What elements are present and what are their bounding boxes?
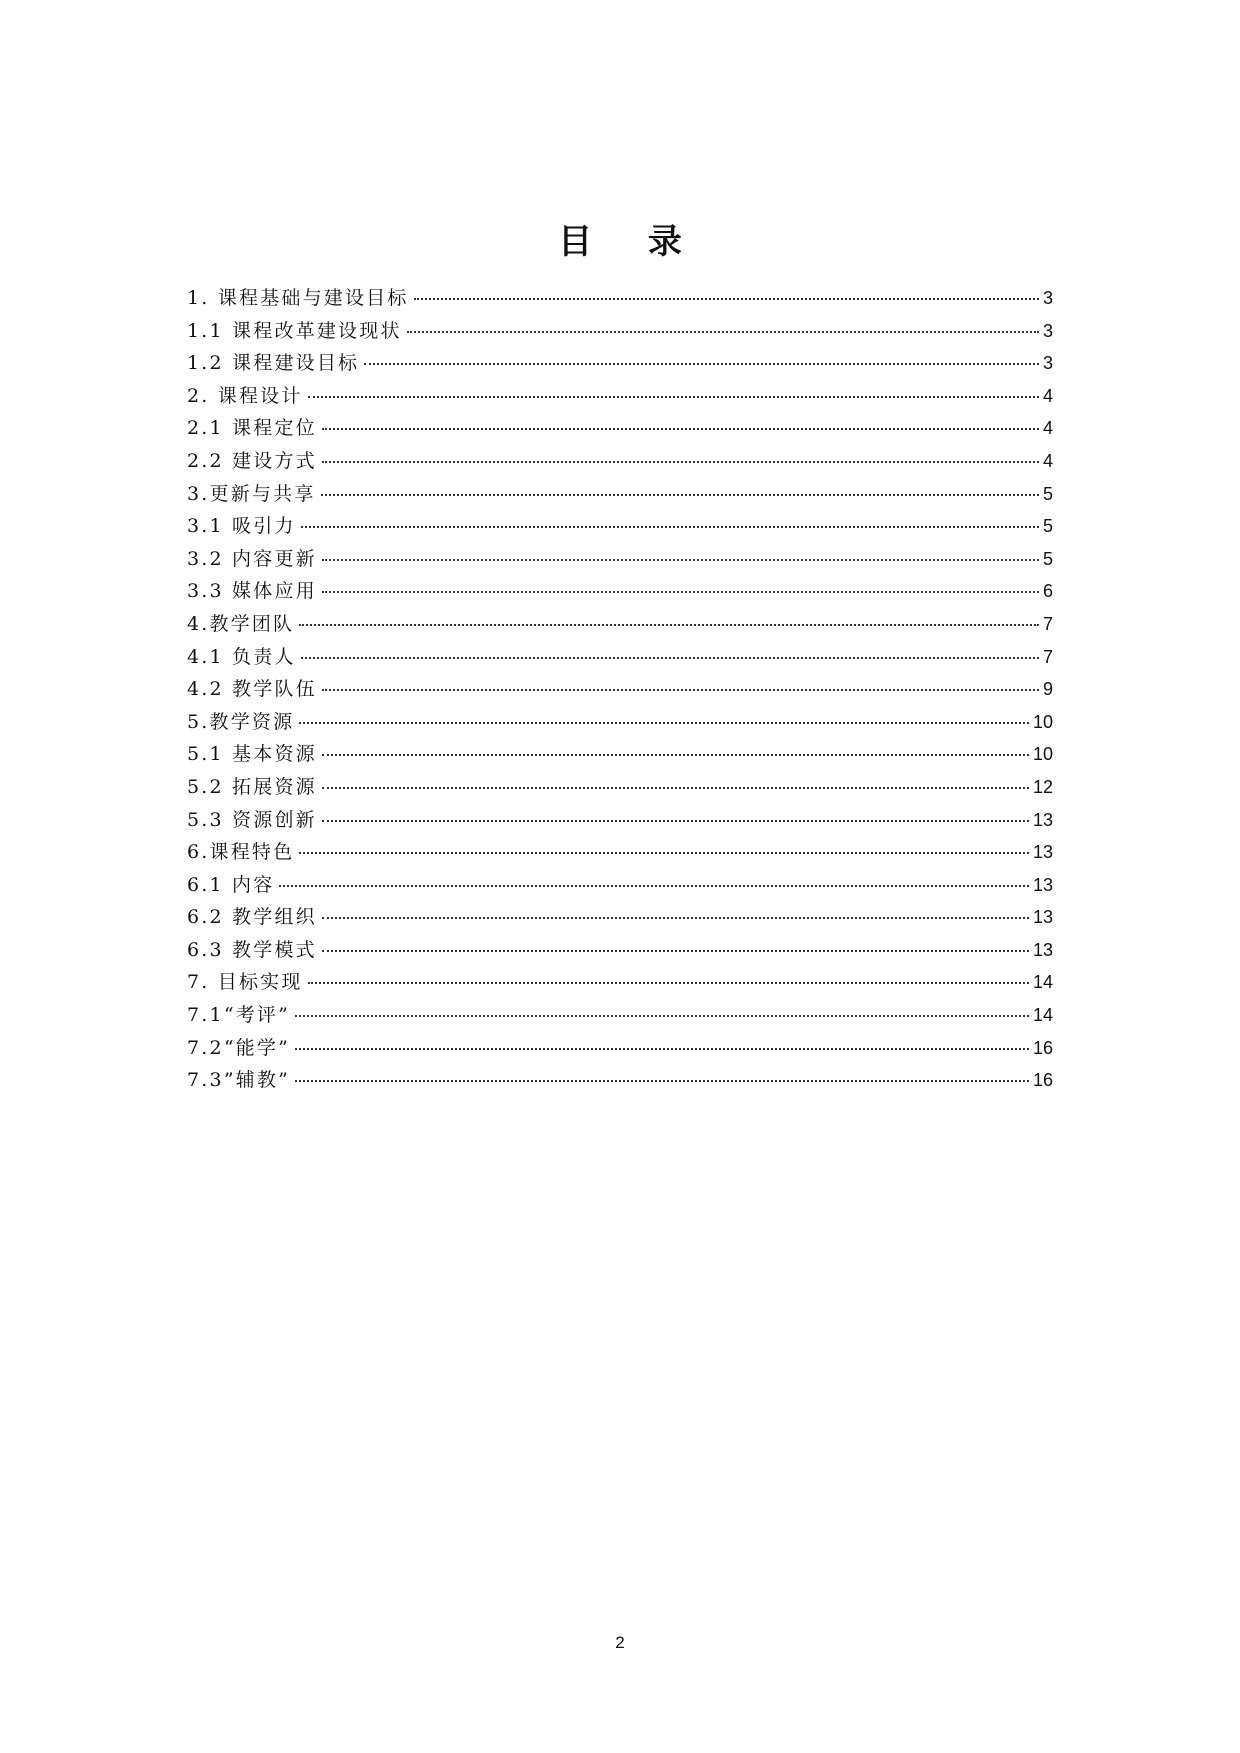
toc-entry-label: 5.1 基本资源 — [187, 743, 317, 766]
toc-entry-page: 5 — [1042, 548, 1053, 569]
toc-entry-page: 5 — [1042, 516, 1053, 537]
toc-dot-leader — [322, 461, 1039, 463]
toc-entry-label: 7.1“考评” — [187, 1004, 291, 1027]
toc-dot-leader — [322, 428, 1039, 430]
toc-entry[interactable] — [187, 804, 1053, 837]
toc-entry-label: 1.2 课程建设目标 — [187, 352, 360, 375]
toc-entry[interactable] — [187, 738, 1053, 771]
toc-entry-page: 13 — [1032, 939, 1053, 960]
toc-entry[interactable] — [187, 347, 1053, 380]
toc-entry-page: 13 — [1032, 907, 1053, 928]
toc-entry-label: 5.2 拓展资源 — [187, 775, 317, 798]
toc-dot-leader — [295, 1048, 1029, 1050]
toc-dot-leader — [322, 950, 1029, 952]
toc-entry[interactable] — [187, 869, 1053, 902]
toc-entry-page: 9 — [1042, 679, 1053, 700]
toc-entry-page: 13 — [1032, 809, 1053, 830]
toc-dot-leader — [322, 917, 1029, 919]
toc-entry[interactable] — [187, 673, 1053, 706]
toc-dot-leader — [364, 363, 1039, 365]
toc-entry[interactable] — [187, 282, 1053, 315]
toc-entry-page: 10 — [1032, 744, 1053, 765]
toc-entry-label: 4.教学团队 — [187, 612, 295, 635]
toc-entry-label: 2.1 课程定位 — [187, 417, 317, 440]
toc-entry[interactable] — [187, 641, 1053, 674]
toc-dot-leader — [322, 689, 1039, 691]
toc-entry-page: 13 — [1032, 842, 1053, 863]
toc-list — [187, 282, 1053, 1097]
toc-entry-label: 6.2 教学组织 — [187, 906, 317, 929]
toc-entry-label: 6.3 教学模式 — [187, 938, 317, 961]
toc-entry-page: 14 — [1032, 972, 1053, 993]
toc-entry-page: 16 — [1032, 1037, 1053, 1058]
toc-entry[interactable] — [187, 934, 1053, 967]
toc-dot-leader — [299, 852, 1029, 854]
toc-entry-page: 13 — [1032, 874, 1053, 895]
toc-entry-page: 3 — [1042, 353, 1053, 374]
toc-dot-leader — [322, 754, 1029, 756]
toc-entry[interactable] — [187, 510, 1053, 543]
toc-dot-leader — [279, 885, 1029, 887]
toc-dot-leader — [321, 494, 1039, 496]
toc-title: 目 录 — [558, 222, 704, 262]
toc-entry[interactable] — [187, 380, 1053, 413]
toc-entry-label: 3.1 吸引力 — [187, 515, 296, 538]
toc-entry[interactable] — [187, 543, 1053, 576]
page-number: 2 — [615, 1633, 625, 1652]
toc-dot-leader — [295, 1015, 1029, 1017]
toc-entry-label: 4.1 负责人 — [187, 645, 296, 668]
toc-entry[interactable] — [187, 966, 1053, 999]
toc-entry-label: 2. 课程设计 — [187, 384, 303, 407]
toc-entry[interactable] — [187, 901, 1053, 934]
toc-entry-label: 3.更新与共享 — [187, 482, 316, 505]
toc-entry-label: 2.2 建设方式 — [187, 449, 317, 472]
toc-entry-label: 7. 目标实现 — [187, 971, 303, 994]
toc-dot-leader — [322, 591, 1039, 593]
toc-entry-page: 10 — [1032, 711, 1053, 732]
toc-entry-page: 5 — [1042, 483, 1053, 504]
toc-dot-leader — [308, 982, 1029, 984]
toc-entry[interactable] — [187, 706, 1053, 739]
toc-entry[interactable] — [187, 836, 1053, 869]
toc-dot-leader — [322, 787, 1029, 789]
toc-dot-leader — [407, 331, 1039, 333]
toc-entry[interactable] — [187, 608, 1053, 641]
toc-entry-label: 7.2“能学” — [187, 1036, 291, 1059]
toc-entry-label: 3.2 内容更新 — [187, 547, 317, 570]
toc-entry-label: 6.1 内容 — [187, 873, 275, 896]
toc-entry-label: 1.1 课程改革建设现状 — [187, 319, 402, 342]
toc-entry-page: 3 — [1042, 320, 1053, 341]
toc-entry[interactable] — [187, 315, 1053, 348]
toc-dot-leader — [414, 298, 1039, 300]
toc-entry[interactable] — [187, 771, 1053, 804]
toc-entry[interactable] — [187, 1064, 1053, 1097]
toc-entry-label: 1. 课程基础与建设目标 — [187, 287, 409, 309]
toc-entry[interactable] — [187, 412, 1053, 445]
toc-entry-page: 7 — [1042, 613, 1053, 634]
toc-dot-leader — [308, 396, 1039, 398]
toc-entry-page: 14 — [1032, 1005, 1053, 1026]
toc-entry-page: 6 — [1042, 581, 1053, 602]
toc-entry[interactable] — [187, 1032, 1053, 1065]
toc-entry-page: 3 — [1042, 288, 1053, 308]
toc-dot-leader — [301, 657, 1039, 659]
toc-entry-label: 5.教学资源 — [187, 710, 295, 733]
toc-entry-label: 4.2 教学队伍 — [187, 678, 317, 701]
toc-entry-page: 16 — [1032, 1070, 1053, 1091]
toc-entry-page: 7 — [1042, 646, 1053, 667]
toc-entry[interactable] — [187, 999, 1053, 1032]
toc-entry[interactable] — [187, 478, 1053, 511]
toc-entry-label: 7.3”辅教” — [187, 1069, 291, 1092]
toc-dot-leader — [322, 559, 1039, 561]
toc-entry[interactable] — [187, 445, 1053, 478]
toc-entry-label: 5.3 资源创新 — [187, 808, 317, 831]
toc-dot-leader — [322, 820, 1029, 822]
toc-entry-page: 4 — [1042, 418, 1053, 439]
toc-entry[interactable] — [187, 575, 1053, 608]
toc-entry-label: 3.3 媒体应用 — [187, 580, 317, 603]
toc-dot-leader — [295, 1080, 1029, 1082]
toc-dot-leader — [299, 624, 1039, 626]
toc-entry-page: 12 — [1032, 776, 1053, 797]
toc-entry-label: 6.课程特色 — [187, 841, 295, 864]
toc-entry-page: 4 — [1042, 450, 1053, 471]
toc-entry-page: 4 — [1042, 385, 1053, 406]
toc-dot-leader — [299, 722, 1029, 724]
toc-dot-leader — [301, 526, 1039, 528]
